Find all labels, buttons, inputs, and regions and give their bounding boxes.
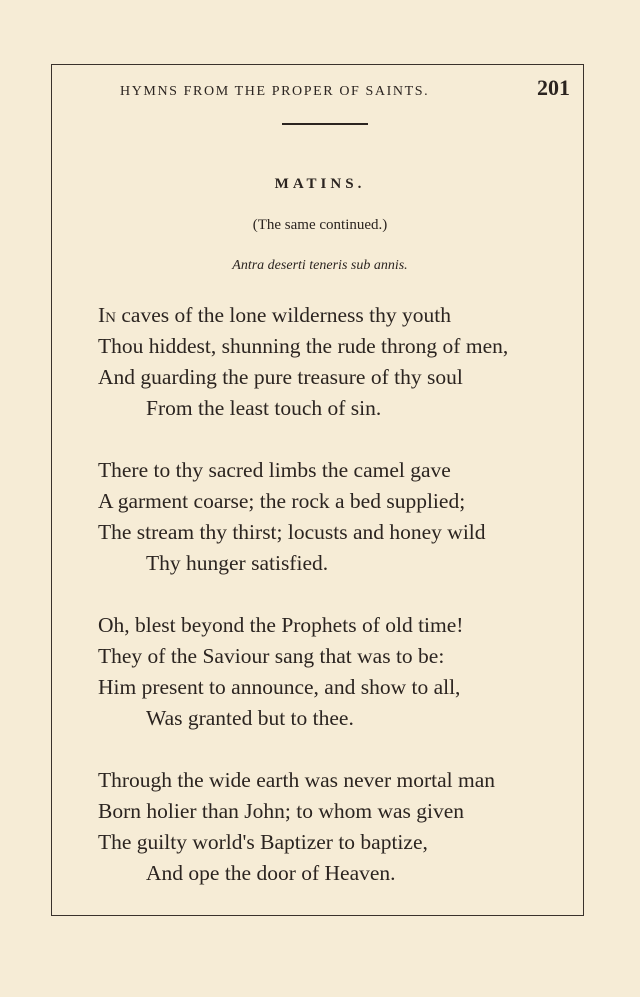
hymn-title: MATINS.	[274, 176, 366, 192]
poem-line: Thou hiddest, shunning the rude throng of men,	[98, 334, 509, 358]
title-rule	[282, 123, 368, 125]
stanza	[98, 765, 578, 889]
running-title: HYMNS FROM THE PROPER OF SAINTS.	[120, 84, 430, 99]
poem-line: Thy hunger satisfied.	[146, 551, 329, 575]
latin-incipit: Antra deserti teneris sub annis.	[232, 258, 408, 273]
poem-line: The stream thy thirst; locusts and honey wild	[98, 520, 486, 544]
hymn-subtitle: (The same continued.)	[252, 217, 388, 233]
poem-line: There to thy sacred limbs the camel gave	[98, 458, 451, 482]
poem-line: Through the wide earth was never mortal man	[98, 768, 496, 792]
poem-line: From the least touch of sin.	[146, 396, 382, 420]
stanza	[98, 455, 578, 579]
poem-line: Born holier than John; to whom was given	[98, 799, 465, 823]
poem-line: They of the Saviour sang that was to be:	[98, 644, 445, 668]
poem-line: Him present to announce, and show to all,	[98, 675, 461, 699]
stanza	[98, 610, 578, 734]
stanza	[98, 300, 578, 424]
poem-line: In caves of the lone wilderness thy youth	[98, 303, 451, 327]
poem-line: Oh, blest beyond the Prophets of old time!	[98, 613, 464, 637]
poem-line: And ope the door of Heaven.	[146, 861, 396, 885]
poem-line: Was granted but to thee.	[146, 706, 354, 730]
running-head	[120, 75, 570, 101]
poem-line: The guilty world's Baptizer to baptize,	[98, 830, 428, 854]
poem-body	[98, 300, 578, 920]
poem-line: A garment coarse; the rock a bed supplied;	[98, 489, 466, 513]
poem-line: And guarding the pure treasure of thy soul	[98, 365, 463, 389]
page-number: 201	[537, 75, 570, 100]
